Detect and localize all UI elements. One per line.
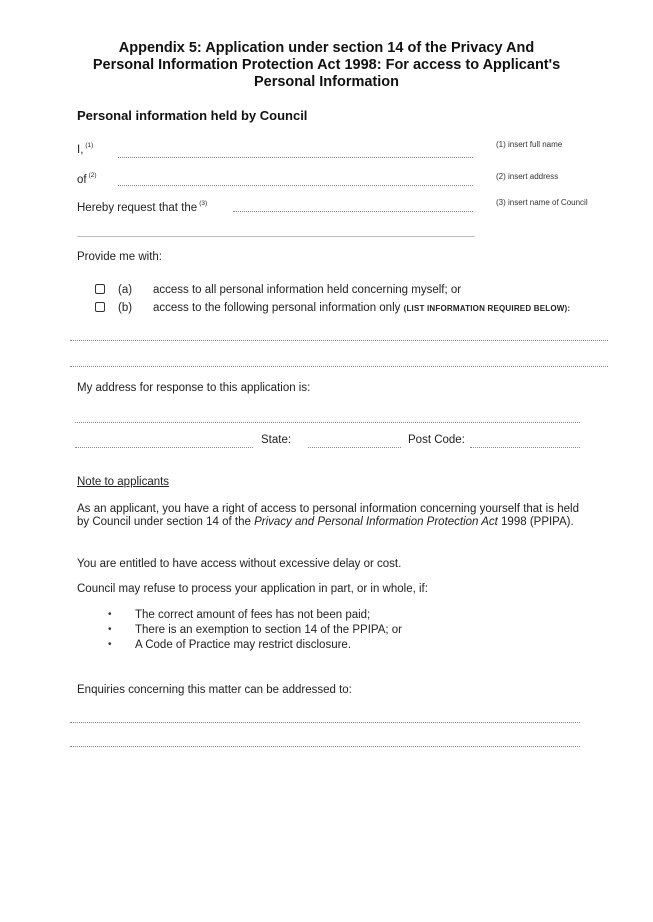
postcode-label: Post Code:: [408, 434, 465, 446]
info-required-line-1[interactable]: [70, 340, 608, 341]
response-suburb-line[interactable]: [75, 447, 253, 448]
note-para-1-italic: Privacy and Personal Information Protection Act: [254, 516, 498, 528]
address-label-group: [77, 172, 97, 186]
note-heading: Note to applicants: [77, 476, 170, 488]
title-line-3: Personal Information: [253, 74, 400, 90]
address-sup: (2): [88, 172, 97, 179]
enquiries-line-1[interactable]: [70, 722, 580, 723]
response-address-line[interactable]: [75, 422, 580, 423]
name-sup: (1): [85, 142, 94, 149]
name-field[interactable]: [118, 157, 473, 158]
state-field[interactable]: [308, 447, 401, 448]
note-paragraph-2: You are entitled to have access without excessive delay or cost.: [77, 558, 402, 570]
title-line-2: Personal Information Protection Act 1998: For access to Applicant's: [92, 57, 561, 73]
bullet-item-2: There is an exemption to section 14 of the PPIPA; or: [135, 624, 402, 636]
document-title: [60, 40, 593, 91]
note-paragraph-1: [77, 503, 579, 529]
note-paragraph-3: Council may refuse to process your application in part, or in whole, if:: [77, 583, 428, 595]
address-note: (2) insert address: [496, 172, 559, 181]
option-a-letter: (a): [118, 284, 133, 296]
section-divider: [77, 236, 475, 237]
title-line-1: Appendix 5: Application under section 14 of the Privacy And: [118, 40, 535, 56]
bullet-icon: •: [108, 639, 112, 650]
option-b-text: access to the following personal information only: [153, 302, 401, 314]
option-b-checkbox[interactable]: [95, 302, 105, 312]
bullet-item-1: The correct amount of fees has not been paid;: [135, 609, 371, 621]
postcode-field[interactable]: [470, 447, 580, 448]
enquiries-line-2[interactable]: [70, 746, 580, 747]
state-label: State:: [261, 434, 292, 446]
info-required-line-2[interactable]: [70, 366, 608, 367]
request-sup: (3): [199, 200, 208, 207]
name-note: (1) insert full name: [496, 140, 563, 149]
option-b-letter: (b): [118, 302, 133, 314]
bullet-item-3: A Code of Practice may restrict disclosure.: [135, 639, 352, 651]
section-heading: Personal information held by Council: [77, 108, 308, 123]
provide-label: Provide me with:: [77, 251, 163, 263]
option-b-note: (LIST INFORMATION REQUIRED BELOW):: [403, 304, 571, 313]
option-a-text: access to all personal information held concerning myself; or: [153, 284, 462, 296]
request-label: Hereby request that the: [77, 202, 198, 214]
name-label-group: [77, 142, 93, 156]
request-label-group: [77, 200, 207, 214]
response-address-label: My address for response to this application is:: [77, 382, 311, 394]
note-para-1b: 1998 (PPIPA).: [497, 516, 574, 528]
note-para-1a: As an applicant, you have a right of access to personal information concerning yourself that is held by Council under section 14 of the: [77, 503, 579, 528]
bullet-icon: •: [108, 609, 112, 620]
name-label: I,: [77, 144, 84, 156]
bullet-icon: •: [108, 624, 112, 635]
request-note: (3) insert name of Council: [496, 198, 588, 207]
option-b-text-group: [153, 302, 570, 314]
address-field[interactable]: [118, 185, 473, 186]
council-name-field[interactable]: [233, 211, 473, 212]
option-a-checkbox[interactable]: [95, 284, 105, 294]
address-label: of: [77, 174, 87, 186]
enquiries-label: Enquiries concerning this matter can be addressed to:: [77, 684, 352, 696]
